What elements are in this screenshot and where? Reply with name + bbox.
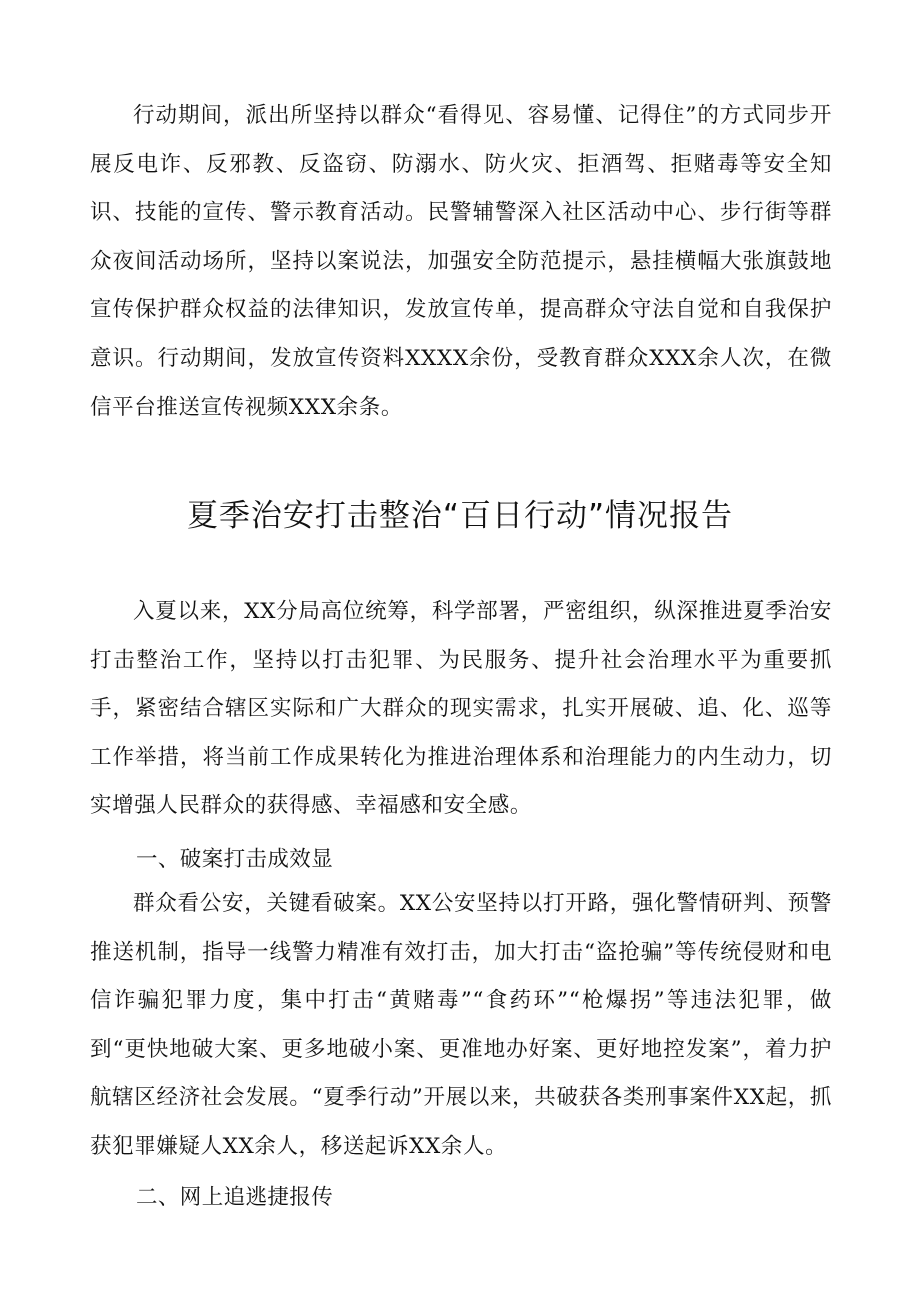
report-title: 夏季治安打击整治“百日行动”情况报告 bbox=[186, 498, 734, 534]
paragraph-case-solving: 群众看公安，关键看破案。XX公安坚持以打开路，强化警情研判、预警推送机制，指导一线警力精准有效打击，加大打击“盗抢骗”等传统侵财和电信诈骗犯罪力度，集中打击“黄赌毒”“食药环”“枪爆拐”等违法犯罪，做到“更快地破大案、更多地破小案、更准地办好案、更好地控发案”，着力护航辖区经济社会发展。“夏季行动”开展以来，共破获各类刑事案件XX起，抓获犯罪嫌疑人XX余人，移送起诉XX余人。 bbox=[90, 891, 832, 1159]
section-heading-case-solving: 一、破案打击成效显 bbox=[136, 847, 334, 872]
paragraph-intro: 入夏以来，XX分局高位统筹，科学部署，严密组织，纵深推进夏季治安打击整治工作，坚持以打击犯罪、为民服务、提升社会治理水平为重要抓手，紧密结合辖区实际和广大群众的现实需求，扎实开展破、追、化、巡等工作举措，将当前工作成果转化为推进治理体系和治理能力的内生动力，切实增强人民群众的获得感、幸福感和安全感。 bbox=[90, 599, 832, 819]
section-heading-online-pursuit: 二、网上追逃捷报传 bbox=[136, 1185, 334, 1210]
paragraph-campaign-publicity: 行动期间，派出所坚持以群众“看得见、容易懂、记得住”的方式同步开展反电诈、反邪教、反盗窃、防溺水、防火灾、拒酒驾、拒赌毒等安全知识、技能的宣传、警示教育活动。民警辅警深入社区活动中心、步行街等群众夜间活动场所，坚持以案说法，加强安全防范提示，悬挂横幅大张旗鼓地宣传保护群众权益的法律知识，发放宣传单，提高群众守法自觉和自我保护意识。行动期间，发放宣传资料XXXX余份，受教育群众XXX余人次，在微信平台推送宣传视频XXX余条。 bbox=[90, 103, 832, 420]
